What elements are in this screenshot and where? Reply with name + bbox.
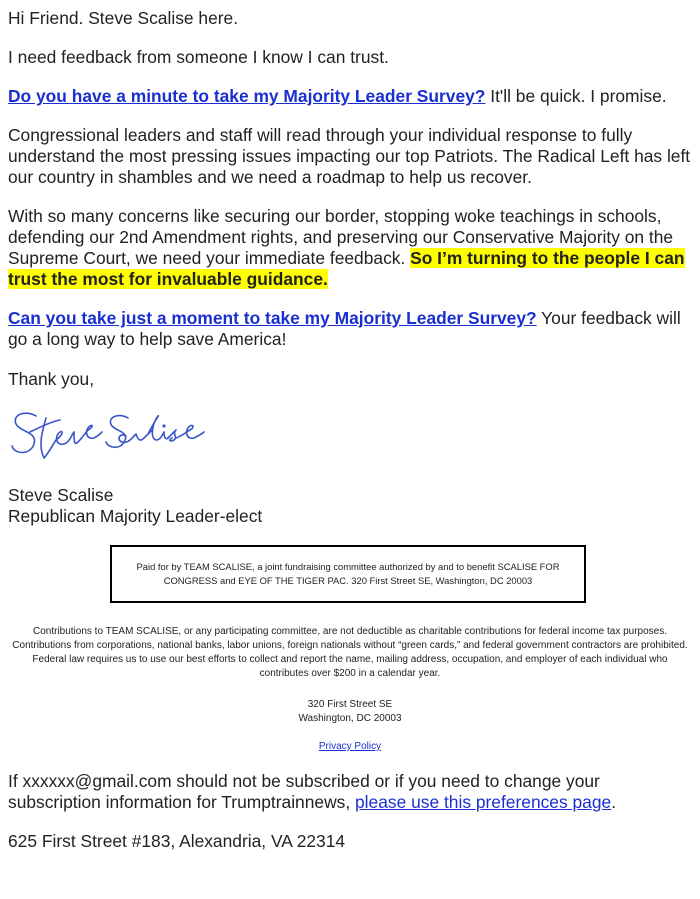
survey-tail-2: Your feedback will go a long way to help save America! [8, 308, 681, 349]
leaders-paragraph: Congressional leaders and staff will read through your individual response to fully understand the most pressing issues impacting our top Patriots. The Radical Left has left our country in shambles and we need a roadmap to help us recover. [8, 125, 691, 187]
signature-image [8, 402, 208, 466]
survey-tail-1: It'll be quick. I promise. [485, 86, 667, 106]
contributions-notice: Contributions to TEAM SCALISE, or any participating committee, are not deductible as charitable contributions for federal income tax purposes. Contributions from corporations, national banks, labor unions, foreign nationals without “green cards,” and federal government contractors are prohibited. Federal law requires us to use our best efforts to collect and report the name, mailing address, occupation, and employer of each individual who contributes over $200 in a calendar year. [12, 626, 688, 679]
survey-link-2[interactable]: Can you take just a moment to take my Majority Leader Survey? [8, 308, 537, 328]
privacy-policy-row [10, 740, 690, 754]
intro-line: I need feedback from someone I know I can trust. [8, 47, 389, 67]
subscription-notice [8, 771, 692, 813]
greeting: Hi Friend. Steve Scalise here. [8, 8, 239, 28]
signature-name: Steve Scalise [8, 485, 114, 505]
address-line-1: 320 First Street SE [307, 699, 393, 710]
survey-paragraph-2 [8, 308, 692, 350]
address-line-2: Washington, DC 20003 [298, 713, 402, 724]
concerns-text: With so many concerns like securing our border, stopping woke teachings in schools, defending our 2nd Amendment rights, and preserving our Conservative Majority on the Supreme Court, we need your immediate feedback. [8, 206, 674, 268]
preferences-link[interactable]: please use this preferences page [355, 792, 612, 812]
paid-for-box [110, 545, 586, 603]
highlighted-text: So I’m turning to the people I can trust the most for invaluable guidance. [8, 248, 685, 289]
signature-title: Republican Majority Leader-elect [8, 506, 263, 526]
survey-paragraph-1 [8, 86, 692, 107]
paid-for-text: Paid for by TEAM SCALISE, a joint fundraising committee authorized by and to benefit SCALISE FOR CONGRESS and EYE OF THE TIGER PAC. 320 First Street SE, Washington, DC 20003 [136, 561, 560, 586]
closing: Thank you, [8, 369, 95, 389]
mailing-address [10, 698, 690, 726]
subscription-end: . [611, 792, 617, 812]
concerns-paragraph [8, 206, 692, 290]
privacy-policy-link[interactable]: Privacy Policy [318, 741, 382, 752]
footer-address: 625 First Street #183, Alexandria, VA 22314 [8, 831, 346, 851]
survey-link-1[interactable]: Do you have a minute to take my Majority Leader Survey? [8, 86, 486, 106]
subscription-text: If xxxxxx@gmail.com should not be subscribed or if you need to change your subscription information for Trumptrainnews, [8, 771, 600, 812]
